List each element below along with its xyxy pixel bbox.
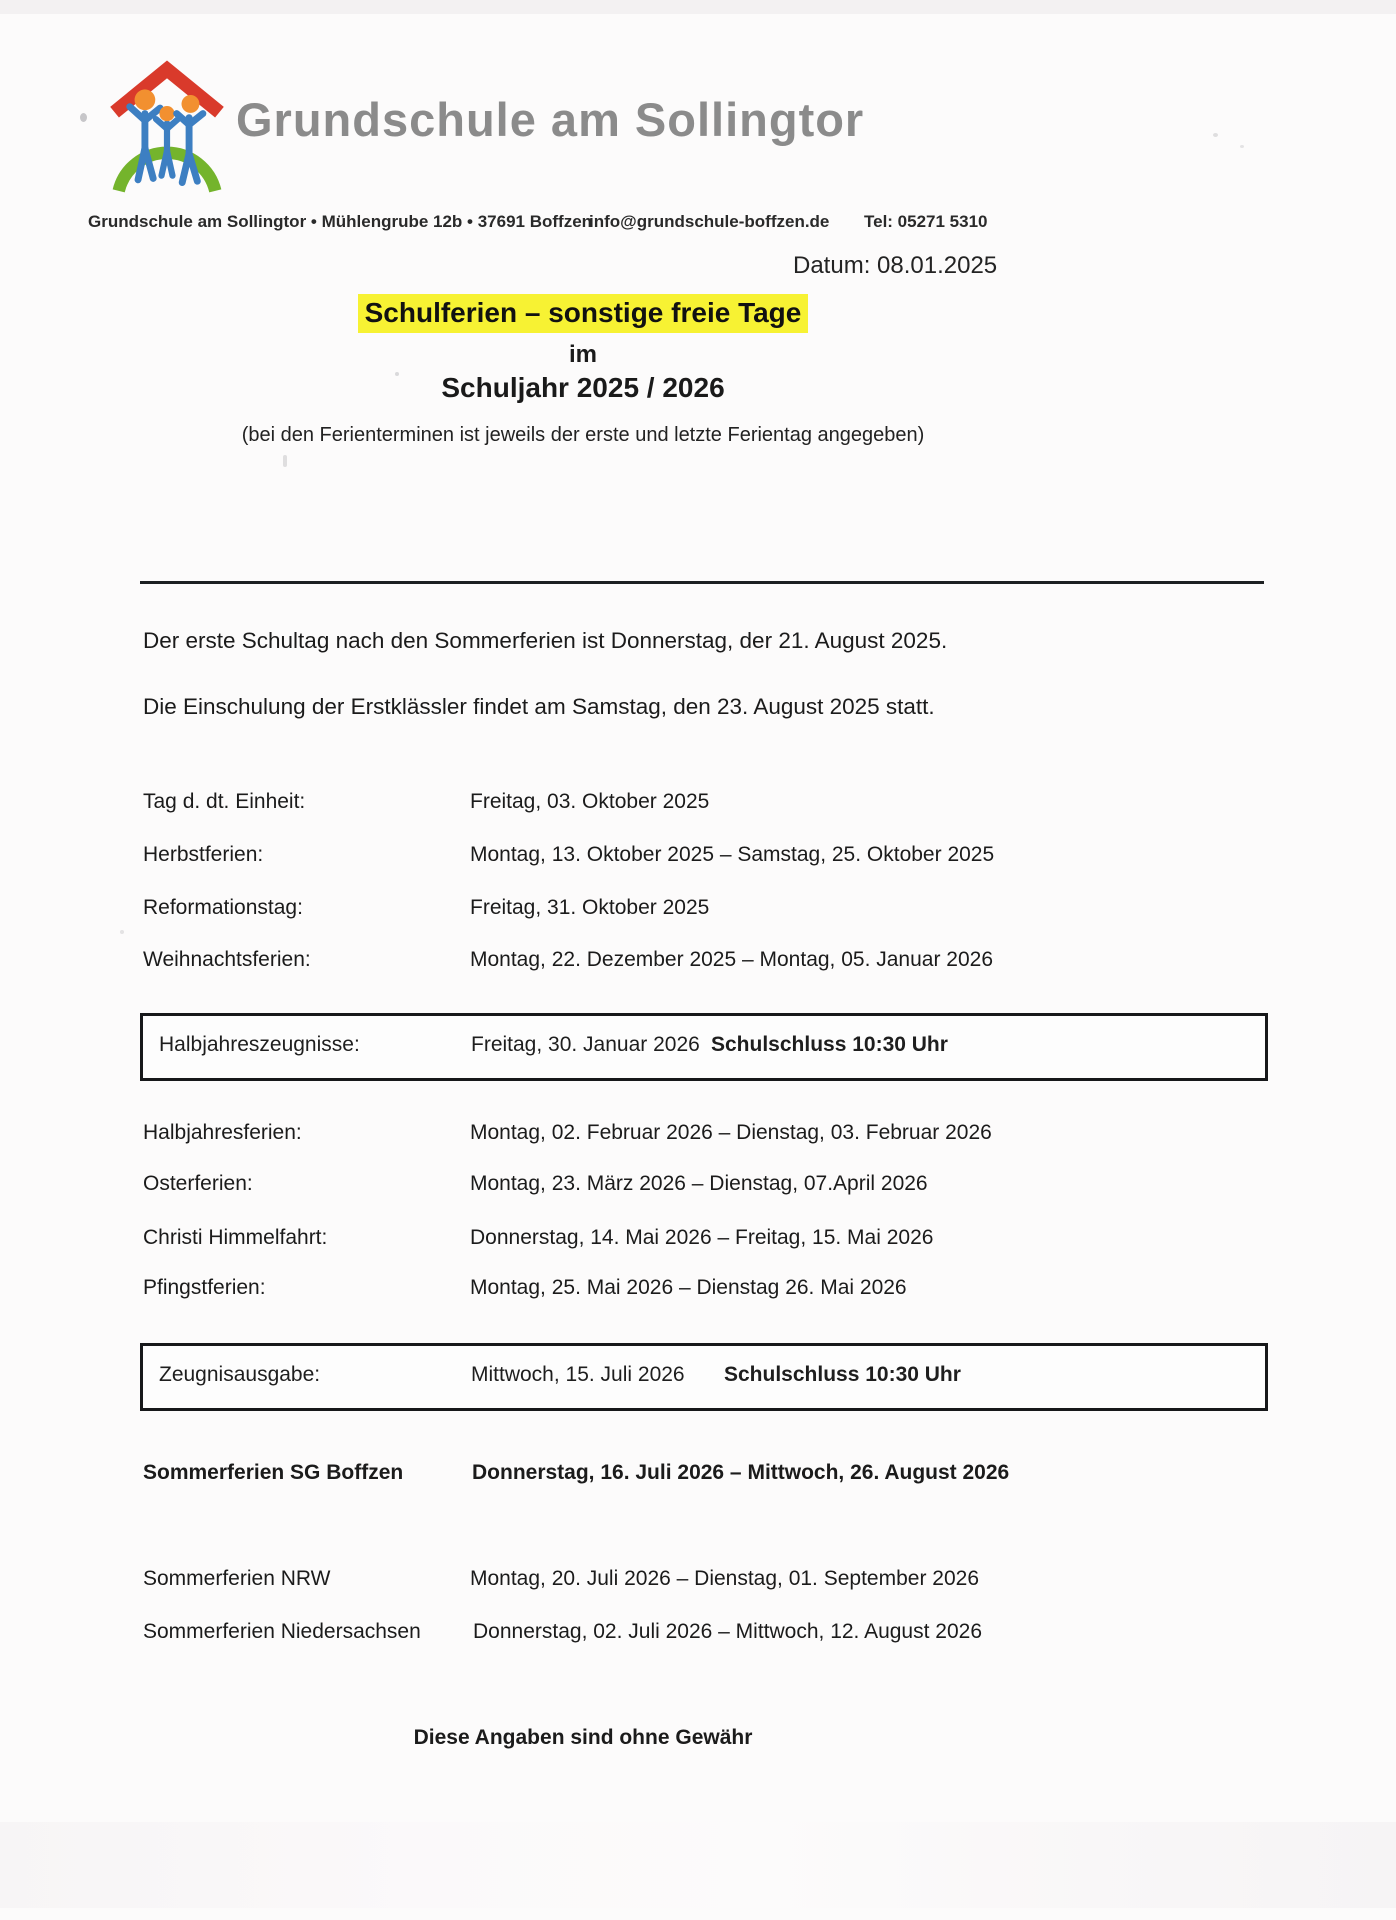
schedule-value: Freitag, 31. Oktober 2025: [470, 896, 710, 919]
scan-speck: [1240, 145, 1244, 148]
schedule-value: Montag, 22. Dezember 2025 – Montag, 05. Januar 2026: [470, 948, 994, 971]
schedule-label: Halbjahresferien:: [143, 1121, 302, 1144]
schedule-label: Sommerferien NRW: [143, 1567, 331, 1590]
title-line-schuljahr: Schuljahr 2025 / 2026: [441, 372, 725, 403]
document-title-wrap: [0, 294, 1166, 333]
schedule-value: Donnerstag, 02. Juli 2026 – Mittwoch, 12. August 2026: [473, 1620, 982, 1643]
schulschluss-note: Schulschluss 10:30 Uhr: [711, 1033, 948, 1056]
scan-speck: [80, 113, 87, 122]
schedule-value: Freitag, 30. Januar 2026: [471, 1033, 700, 1056]
schedule-value: Donnerstag, 14. Mai 2026 – Freitag, 15. Mai 2026: [470, 1226, 934, 1249]
scan-edge-bottom: [0, 1822, 1396, 1908]
letterhead-phone: Tel: 05271 5310: [864, 212, 988, 231]
document-title-highlighted: Schulferien – sonstige freie Tage: [358, 294, 809, 333]
intro-paragraph-1: Der erste Schultag nach den Sommerferien ist Donnerstag, der 21. August 2025.: [143, 628, 948, 653]
title-line-im: im: [568, 341, 597, 368]
horizontal-divider: [140, 581, 1264, 584]
schedule-value: Montag, 23. März 2026 – Dienstag, 07.April 2026: [470, 1172, 928, 1195]
halbjahreszeugnisse-box: [140, 1013, 1268, 1081]
scan-edge-top: [0, 0, 1396, 14]
schedule-label: Osterferien:: [143, 1172, 253, 1195]
date-line: Datum: 08.01.2025: [793, 252, 998, 279]
schedule-label: Pfingstferien:: [143, 1276, 266, 1299]
schedule-value: Montag, 20. Juli 2026 – Dienstag, 01. September 2026: [470, 1567, 980, 1590]
schedule-value: Mittwoch, 15. Juli 2026: [471, 1363, 685, 1386]
schedule-value: Montag, 13. Oktober 2025 – Samstag, 25. Oktober 2025: [470, 843, 995, 866]
schedule-label: Sommerferien Niedersachsen: [143, 1620, 421, 1643]
schedule-value: Montag, 25. Mai 2026 – Dienstag 26. Mai 2026: [470, 1276, 907, 1299]
schedule-label: Herbstferien:: [143, 843, 264, 866]
letterhead-address: Grundschule am Sollingtor • Mühlengrube 12b • 37691 Boffzen: [88, 212, 593, 231]
schedule-label: Weihnachtsferien:: [143, 948, 311, 971]
scan-speck: [1213, 133, 1218, 137]
zeugnisausgabe-box: [140, 1343, 1268, 1411]
schedule-label: Halbjahreszeugnisse:: [159, 1033, 360, 1056]
schulschluss-note: Schulschluss 10:30 Uhr: [724, 1363, 961, 1386]
schedule-value: Donnerstag, 16. Juli 2026 – Mittwoch, 26. August 2026: [472, 1461, 1010, 1484]
letterhead-email: info@grundschule-boffzen.de: [589, 212, 830, 231]
schedule-label: Tag d. dt. Einheit:: [143, 790, 306, 813]
intro-paragraph-2: Die Einschulung der Erstklässler findet am Samstag, den 23. August 2025 statt.: [143, 694, 935, 719]
school-house-family-logo-icon: [98, 42, 236, 210]
disclaimer-note: Diese Angaben sind ohne Gewähr: [413, 1726, 753, 1749]
scan-speck: [283, 455, 287, 467]
schedule-value: Freitag, 03. Oktober 2025: [470, 790, 710, 813]
title-subtitle: (bei den Ferienterminen ist jeweils der erste und letzte Ferientag angegeben): [241, 424, 925, 446]
schedule-value: Montag, 02. Februar 2026 – Dienstag, 03. Februar 2026: [470, 1121, 992, 1144]
schedule-label: Zeugnisausgabe:: [159, 1363, 321, 1386]
school-name-heading: Grundschule am Sollingtor: [236, 93, 865, 146]
scan-speck: [120, 930, 124, 934]
schedule-label: Reformationstag:: [143, 896, 303, 919]
schedule-label-sommerferien-boffzen: Sommerferien SG Boffzen: [143, 1461, 404, 1484]
schedule-label: Christi Himmelfahrt:: [143, 1226, 328, 1249]
